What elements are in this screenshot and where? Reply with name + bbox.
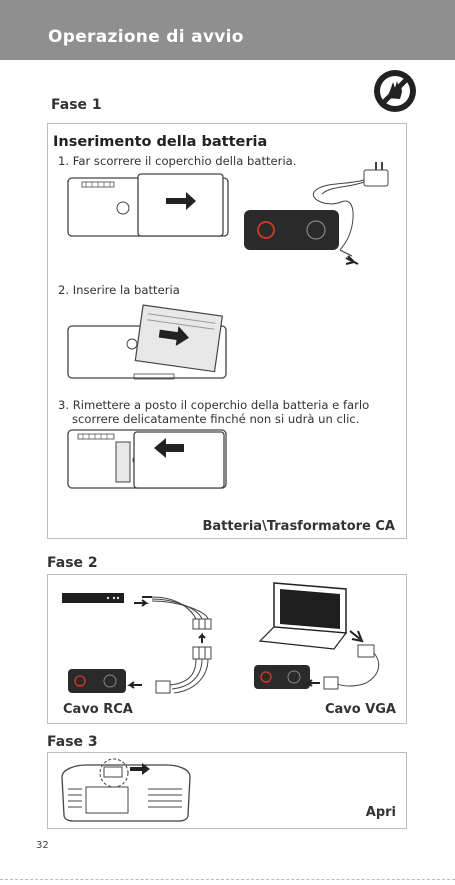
page-title: Operazione di avvio xyxy=(48,27,244,47)
stage-3-panel xyxy=(47,752,407,829)
step-3-text-continued: scorrere delicatamente finché non si udrà un clic. xyxy=(72,412,360,426)
stage-3-label: Fase 3 xyxy=(47,734,98,750)
step-2-text: 2. Inserire la batteria xyxy=(58,283,180,297)
projector-slide-cover-illustration xyxy=(66,174,231,240)
vga-cable-caption: Cavo VGA xyxy=(324,702,396,717)
open-caption: Apri xyxy=(365,805,396,820)
stage-2-panel xyxy=(47,574,407,724)
battery-insertion-title: Inserimento della batteria xyxy=(53,134,268,150)
stage-2-label: Fase 2 xyxy=(47,555,98,571)
vga-cable-illustration xyxy=(246,579,396,699)
projector-replace-cover-illustration xyxy=(66,428,231,492)
projector-open-lid-illustration xyxy=(56,755,196,825)
battery-adapter-caption: Batteria\Trasformatore CA xyxy=(202,519,395,534)
stage-1-label: Fase 1 xyxy=(51,97,102,113)
step-1-text: 1. Far scorrere il coperchio della batteria. xyxy=(58,154,297,168)
power-adapter-illustration xyxy=(236,160,401,270)
step-3-text: 3. Rimettere a posto il coperchio della batteria e farlo xyxy=(58,398,370,412)
projector-insert-battery-illustration xyxy=(66,304,231,386)
page-header-bar xyxy=(0,0,455,60)
no-hand-prohibition-icon xyxy=(372,68,418,114)
rca-cable-caption: Cavo RCA xyxy=(63,702,133,717)
rca-cable-illustration xyxy=(60,581,230,699)
page-bottom-edge xyxy=(0,879,455,880)
stage-1-panel xyxy=(47,123,407,539)
page-number: 32 xyxy=(36,840,49,851)
